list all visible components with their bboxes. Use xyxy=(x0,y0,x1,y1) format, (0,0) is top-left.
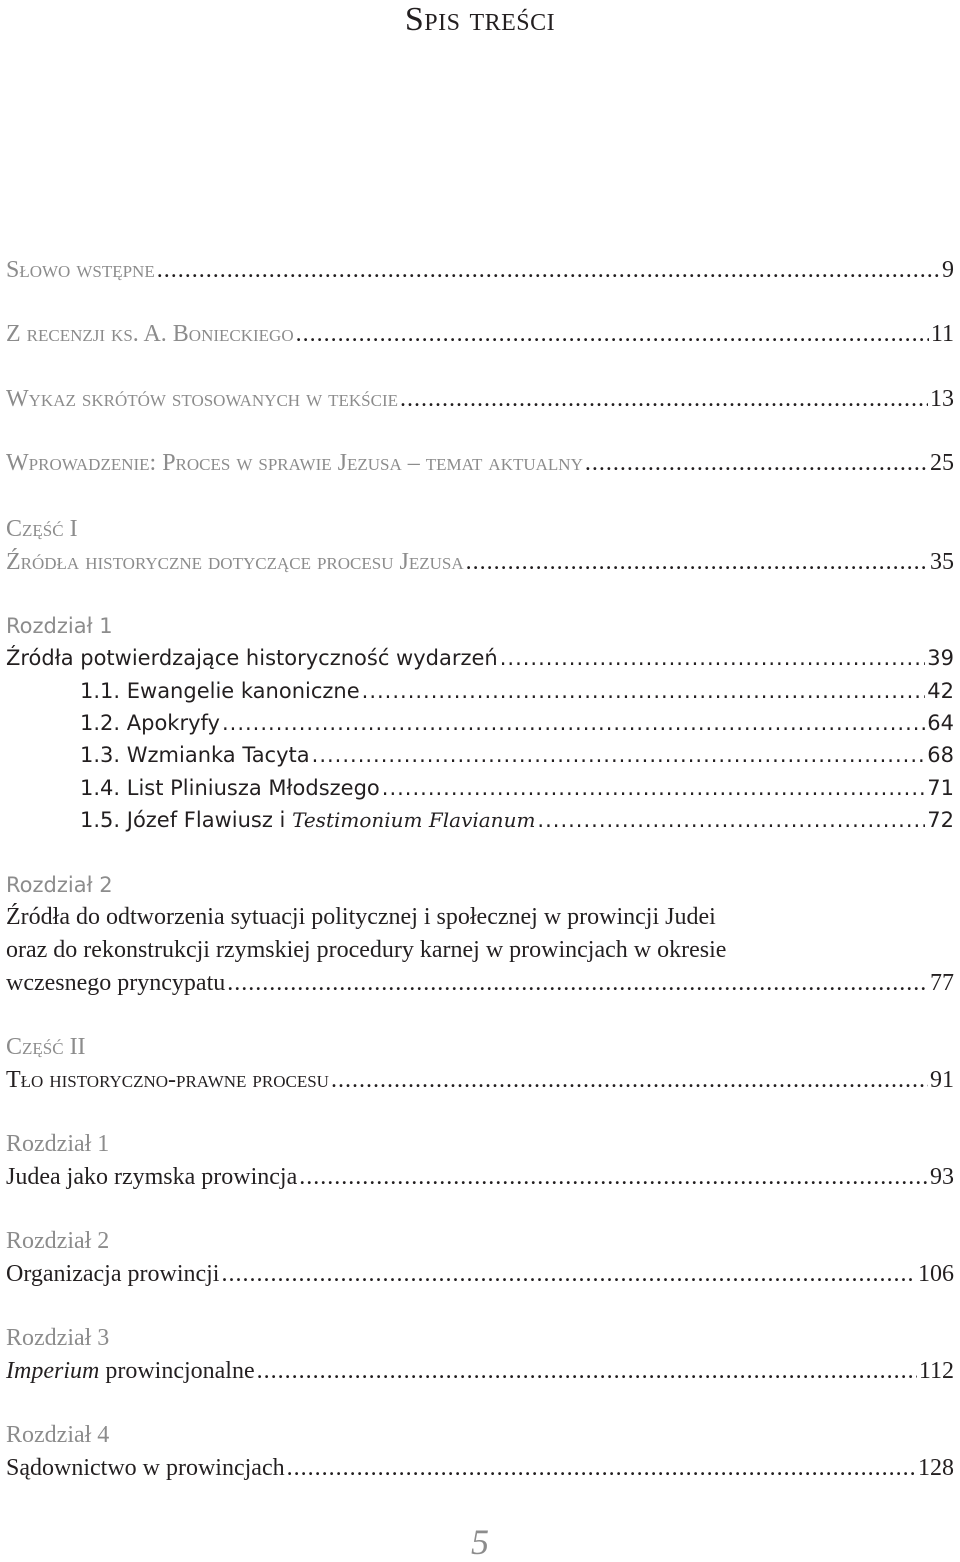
chapter-label: Rozdział 1 xyxy=(6,614,113,638)
toc-entry-section-1-2[interactable] xyxy=(80,706,954,740)
toc-entry-page: 71 xyxy=(927,776,954,800)
toc-entry-text-italic: Imperium xyxy=(6,1358,100,1384)
chapter-label: Rozdział 2 xyxy=(6,1228,110,1254)
leader-dots xyxy=(331,1063,928,1097)
chapter-label: Rozdział 1 xyxy=(6,1131,110,1157)
toc-entry-text-prefix: 1.5. Józef Flawiusz i xyxy=(80,808,293,832)
leader-dots xyxy=(585,446,928,480)
toc-entry-page: 112 xyxy=(918,1358,954,1384)
toc-entry-text: Organizacja prowincji xyxy=(6,1261,220,1287)
leader-dots xyxy=(222,706,925,740)
toc-entry-page: 91 xyxy=(930,1067,954,1093)
toc-entry-chapter-1[interactable] xyxy=(6,641,954,675)
toc-entry-preface[interactable] xyxy=(6,253,954,287)
toc-entry-page: 13 xyxy=(930,386,954,412)
chapter-2-title-line-2: oraz do rekonstrukcji rzymskiej procedury karnej w prowincjach w okresie xyxy=(6,937,727,963)
leader-dots xyxy=(221,1257,916,1291)
part-2-label: Część II xyxy=(6,1034,86,1060)
toc-entry-page: 72 xyxy=(927,808,954,832)
toc-entry-text: wczesnego pryncypatu xyxy=(6,970,226,996)
toc-entry-page: 77 xyxy=(930,970,954,996)
toc-entry-section-1-1[interactable] xyxy=(80,674,954,708)
leader-dots xyxy=(382,771,926,805)
leader-dots xyxy=(537,803,925,837)
leader-dots xyxy=(299,1160,928,1194)
toc-entry-page: 128 xyxy=(918,1455,954,1481)
toc-entry-text: Wprowadzenie: Proces w sprawie Jezusa – temat aktualny xyxy=(6,450,583,476)
toc-entry-page: 93 xyxy=(930,1164,954,1190)
leader-dots xyxy=(227,966,928,1000)
toc-entry-part-1[interactable] xyxy=(6,545,954,579)
toc-entry-abbreviations[interactable] xyxy=(6,382,954,416)
toc-entry-text: Źródła potwierdzające historyczność wydarzeń xyxy=(6,646,498,670)
leader-dots xyxy=(500,641,926,675)
toc-entry-page: 64 xyxy=(927,711,954,735)
toc-entry-page: 68 xyxy=(927,743,954,767)
chapter-2-title-line-1: Źródła do odtworzenia sytuacji politycznej i społecznej w prowincji Judei xyxy=(6,904,716,930)
toc-entry-page: 35 xyxy=(930,549,954,575)
toc-entry-text xyxy=(80,803,535,837)
leader-dots xyxy=(362,674,926,708)
chapter-label: Rozdział 2 xyxy=(6,873,113,897)
leader-dots xyxy=(400,382,928,416)
toc-entry-page: 11 xyxy=(930,321,954,347)
toc-entry-chapter-2[interactable] xyxy=(6,966,954,1000)
toc-entry-text-italic: Testimonium Flavianum xyxy=(292,808,536,832)
leader-dots xyxy=(157,253,940,287)
toc-entry-text: 1.2. Apokryfy xyxy=(80,711,220,735)
toc-entry-introduction[interactable] xyxy=(6,446,954,480)
toc-entry-text: Słowo wstępne xyxy=(6,257,155,283)
toc-entry-text: 1.3. Wzmianka Tacyta xyxy=(80,743,310,767)
page-number: 5 xyxy=(471,1522,489,1562)
toc-entry-page: 9 xyxy=(942,257,954,283)
toc-entry-text: Tło historyczno-prawne procesu xyxy=(6,1067,329,1093)
toc-entry-page: 42 xyxy=(927,679,954,703)
toc-entry-text: Źródła historyczne dotyczące procesu Jezusa xyxy=(6,549,464,575)
page-title: Spis treści xyxy=(404,1,556,38)
leader-dots xyxy=(287,1451,916,1485)
toc-entry-text: Z recenzji ks. A. Bonieckiego xyxy=(6,321,294,347)
toc-entry-page: 25 xyxy=(930,450,954,476)
toc-entry-text-rest: prowincjonalne xyxy=(99,1358,255,1384)
toc-entry-page: 39 xyxy=(927,646,954,670)
toc-entry-p2-chapter-3[interactable] xyxy=(6,1354,954,1388)
toc-entry-text: 1.1. Ewangelie kanoniczne xyxy=(80,679,360,703)
toc-entry-section-1-4[interactable] xyxy=(80,771,954,805)
toc-entry-p2-chapter-2[interactable] xyxy=(6,1257,954,1291)
toc-entry-p2-chapter-4[interactable] xyxy=(6,1451,954,1485)
toc-entry-section-1-3[interactable] xyxy=(80,738,954,772)
part-1-label: Część I xyxy=(6,516,78,542)
toc-entry-text: Sądownictwo w prowincjach xyxy=(6,1455,285,1481)
leader-dots xyxy=(296,317,929,351)
toc-entry-text: Wykaz skrótów stosowanych w tekście xyxy=(6,386,398,412)
toc-entry-p2-chapter-1[interactable] xyxy=(6,1160,954,1194)
toc-entry-review[interactable] xyxy=(6,317,954,351)
leader-dots xyxy=(312,738,926,772)
toc-entry-page: 106 xyxy=(918,1261,954,1287)
leader-dots xyxy=(257,1354,917,1388)
toc-entry-text xyxy=(6,1354,255,1388)
chapter-label: Rozdział 3 xyxy=(6,1325,110,1351)
toc-entry-part-2[interactable] xyxy=(6,1063,954,1097)
toc-entry-text: 1.4. List Pliniusza Młodszego xyxy=(80,776,380,800)
toc-entry-text: Judea jako rzymska prowincja xyxy=(6,1164,298,1190)
chapter-label: Rozdział 4 xyxy=(6,1422,110,1448)
leader-dots xyxy=(466,545,928,579)
toc-entry-section-1-5[interactable] xyxy=(80,803,954,837)
